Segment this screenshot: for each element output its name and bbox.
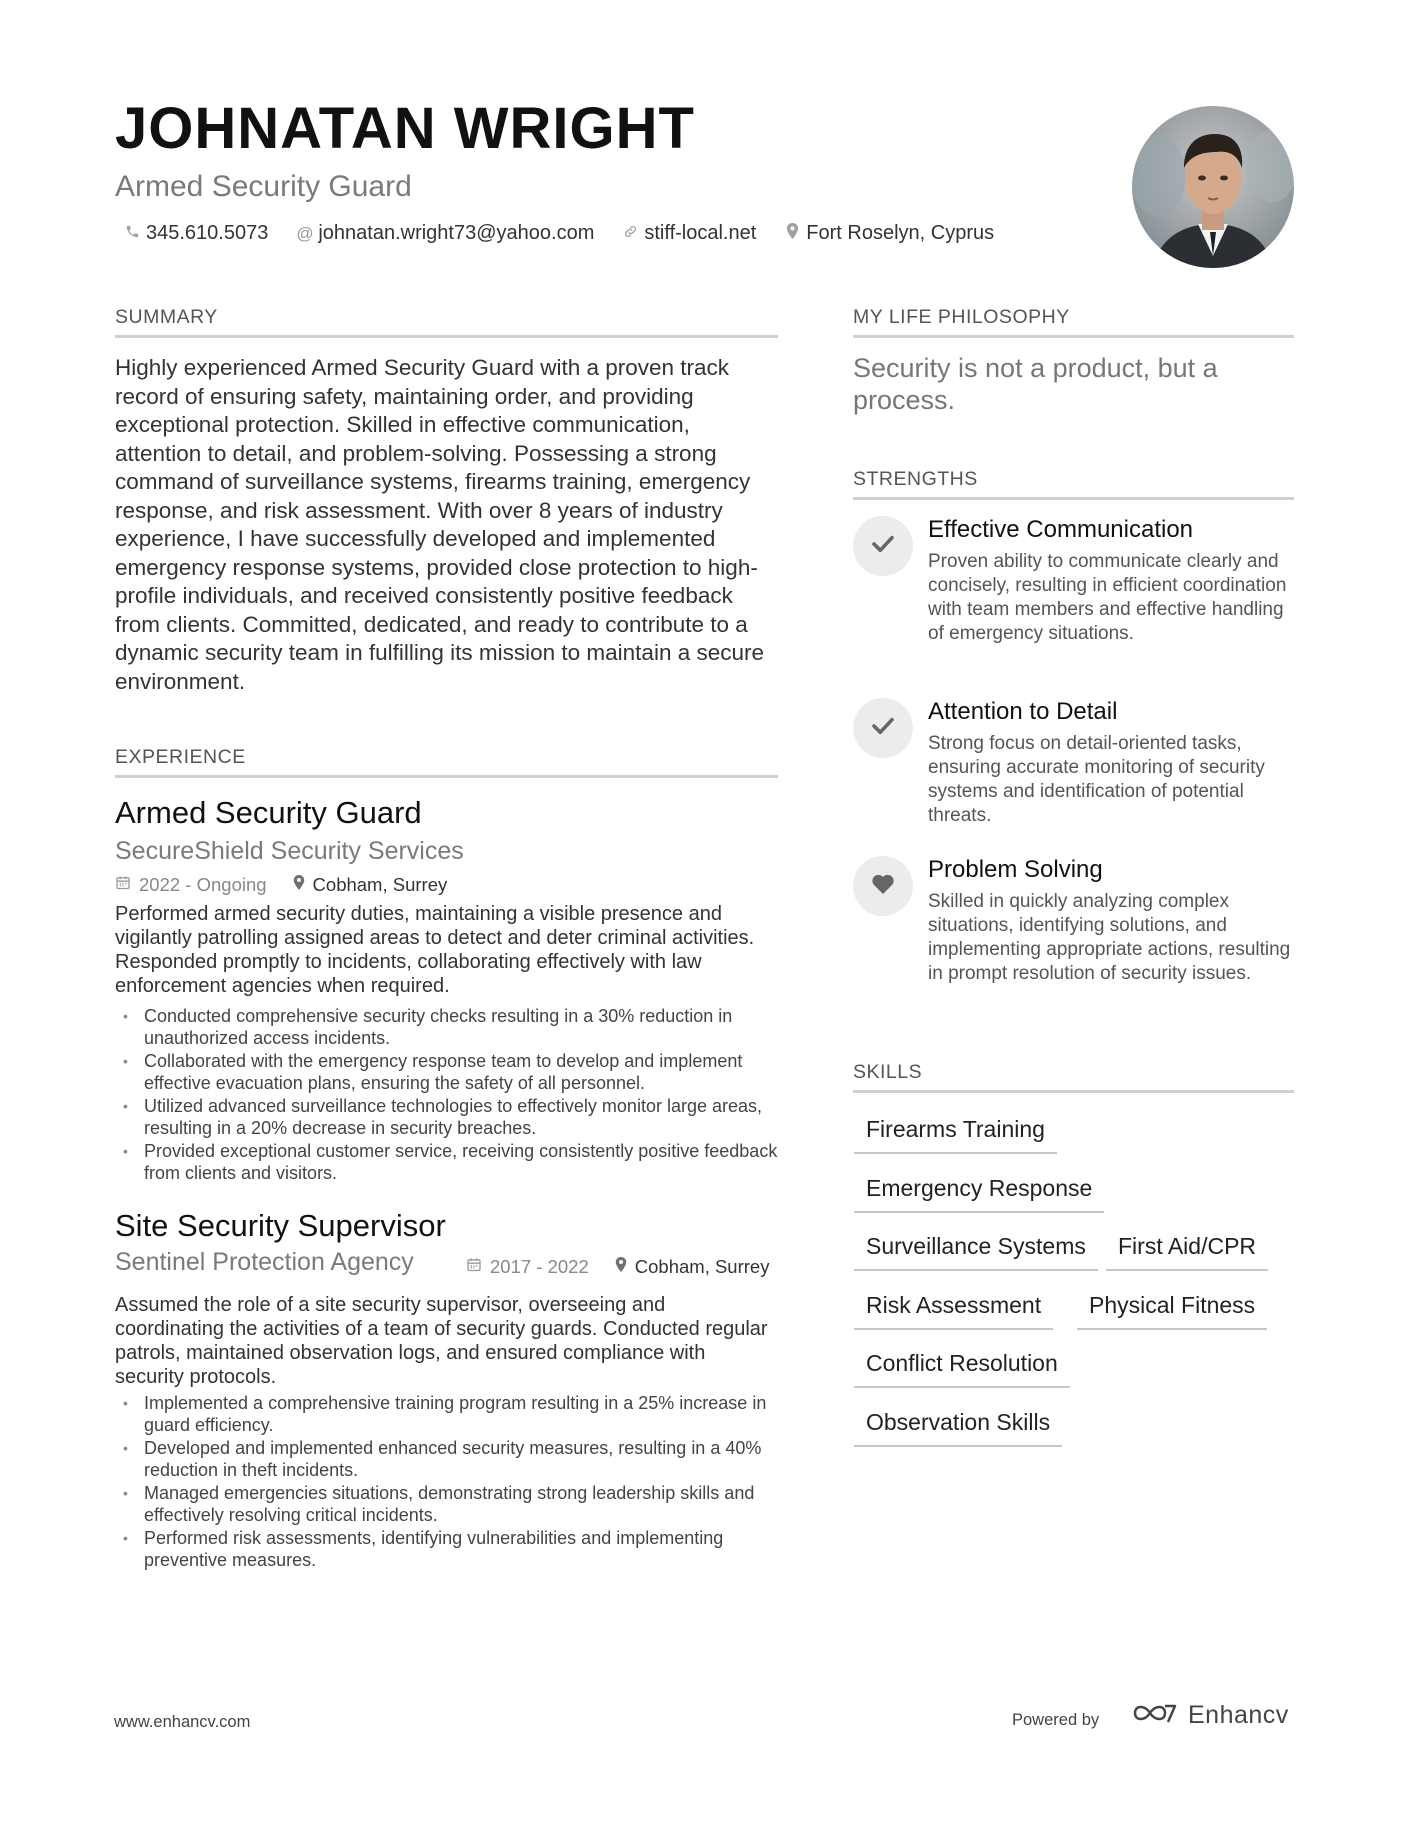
summary-text: Highly experienced Armed Security Guard with a proven track record of ensuring safety, maintaining order, and providing exceptional protection. Skilled in effective communication, attention to detail, and problem-solving. Possessing a strong command of surveillance systems, firearms training, emergency response, and risk assessment. With over 8 years of industry experience, I have successfully developed and implemented emergency response systems, provided close protection to high-profile individuals, and received consistently positive feedback from clients. Committed, dedicated, and ready to contribute to a dynamic security team in fulfilling its mission to maintain a secure environment. [115, 355, 765, 694]
skill-tag: Firearms Training [854, 1116, 1057, 1154]
skill-tag: First Aid/CPR [1106, 1233, 1268, 1271]
skill-tag: Surveillance Systems [854, 1233, 1098, 1271]
link-icon [622, 224, 638, 244]
list-item: • Utilized advanced surveillance technologies to effectively monitor large areas, resulting in a 20% decrease in security breaches. [115, 1095, 785, 1139]
calendar-icon [466, 1256, 482, 1278]
list-item: • Provided exceptional customer service, receiving consistently positive feedback from clients and visitors. [115, 1140, 785, 1184]
candidate-name: JOHNATAN WRIGHT [115, 96, 695, 161]
strength-description: Skilled in quickly analyzing complex situations, identifying solutions, and implementing appropriate actions, resulting in prompt resolution of security issues. [928, 891, 1291, 984]
strength-description: Proven ability to communicate clearly and concisely, resulting in efficient coordination with team members and effective handling of emergency situations. [928, 551, 1287, 644]
contact-email[interactable] [296, 222, 594, 245]
heart-icon [871, 873, 895, 900]
strength-badge [853, 698, 913, 758]
list-item: • Conducted comprehensive security checks resulting in a 30% reduction in unauthorized access incidents. [115, 1005, 785, 1049]
strength-title: Effective Communication [928, 516, 1194, 543]
contact-location [784, 222, 994, 245]
contact-website[interactable] [622, 222, 756, 245]
strength-title: Problem Solving [928, 856, 1103, 883]
skill-tag: Risk Assessment [854, 1292, 1053, 1330]
job-title: Site Security Supervisor [115, 1208, 446, 1243]
job-company: SecureShield Security Services [115, 837, 464, 865]
list-item: • Developed and implemented enhanced security measures, resulting in a 40% reduction in theft incidents. [115, 1437, 785, 1481]
job-achievements [115, 1005, 785, 1185]
map-pin-icon [293, 875, 305, 895]
philosophy-heading: MY LIFE PHILOSOPHY [853, 306, 1294, 338]
website-text: stiff-local.net [644, 222, 757, 244]
philosophy-quote: Security is not a product, but a process. [853, 353, 1218, 415]
list-item: • Implemented a comprehensive training program resulting in a 25% increase in guard efficiency. [115, 1392, 785, 1436]
enhancv-brand-text: Enhancv [1188, 1701, 1289, 1729]
job-location: Cobham, Surrey [634, 1256, 770, 1277]
skill-tag: Physical Fitness [1077, 1292, 1267, 1330]
profile-photo [1132, 106, 1294, 268]
strength-badge [853, 516, 913, 576]
job-location: Cobham, Surrey [312, 874, 448, 895]
job-title: Armed Security Guard [115, 795, 422, 830]
enhancv-logo[interactable] [1132, 1700, 1289, 1731]
job-meta [115, 874, 447, 896]
map-pin-icon [784, 223, 800, 244]
job-dates: 2022 - Ongoing [139, 874, 267, 895]
map-pin-icon [615, 1257, 627, 1277]
phone-text: 345.610.5073 [146, 222, 269, 244]
list-item: • Collaborated with the emergency response team to develop and implement effective evacuation plans, ensuring the safety of all personnel. [115, 1050, 785, 1094]
job-description: Assumed the role of a site security supervisor, overseeing and coordinating the activities of a team of security guards. Conducted regular patrols, maintained observation logs, and ensured compliance with security protocols. [115, 1294, 768, 1388]
check-icon [872, 717, 894, 740]
at-icon: @ [296, 223, 314, 243]
skills-heading: SKILLS [853, 1061, 1294, 1093]
check-icon [872, 535, 894, 558]
strength-badge [853, 856, 913, 916]
footer-powered-by: Powered by [1012, 1711, 1100, 1729]
job-meta [466, 1256, 769, 1278]
phone-icon [124, 224, 140, 244]
experience-heading: EXPERIENCE [115, 746, 778, 778]
contact-phone[interactable] [124, 222, 268, 245]
candidate-role: Armed Security Guard [115, 170, 412, 203]
skill-tag: Observation Skills [854, 1409, 1062, 1447]
skill-tag: Emergency Response [854, 1175, 1104, 1213]
footer-website[interactable]: www.enhancv.com [114, 1713, 251, 1731]
strengths-heading: STRENGTHS [853, 468, 1294, 500]
location-text: Fort Roselyn, Cyprus [806, 222, 995, 244]
strength-description: Strong focus on detail-oriented tasks, ensuring accurate monitoring of security systems and identification of potential threats. [928, 733, 1265, 826]
list-item: • Managed emergencies situations, demonstrating strong leadership skills and effectively resolving critical incidents. [115, 1482, 785, 1526]
calendar-icon [115, 874, 131, 896]
email-text: johnatan.wright73@yahoo.com [318, 222, 595, 244]
strength-title: Attention to Detail [928, 698, 1118, 725]
enhancv-logo-icon [1132, 1700, 1178, 1731]
list-item: • Performed risk assessments, identifying vulnerabilities and implementing preventive measures. [115, 1527, 785, 1571]
job-achievements [115, 1392, 785, 1572]
skill-tag: Conflict Resolution [854, 1350, 1070, 1388]
job-dates: 2017 - 2022 [490, 1256, 589, 1277]
job-description: Performed armed security duties, maintaining a visible presence and vigilantly patrolling assigned areas to detect and deter criminal activities. Responded promptly to incidents, collaborating effectively with law enforcement agencies when required. [115, 903, 755, 997]
job-company: Sentinel Protection Agency [115, 1248, 414, 1276]
contact-bar [124, 222, 1022, 245]
summary-heading: SUMMARY [115, 306, 778, 338]
